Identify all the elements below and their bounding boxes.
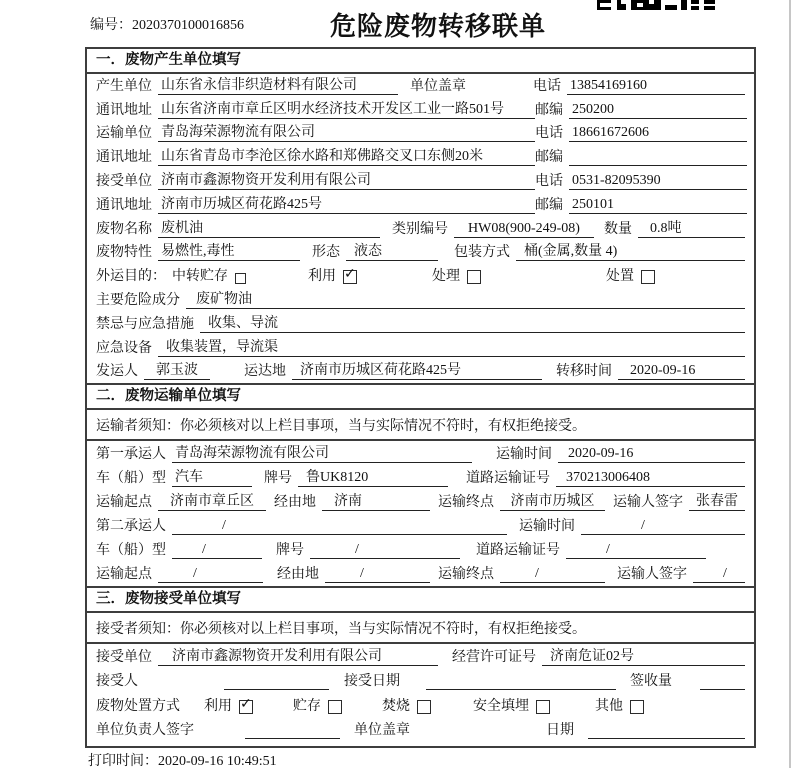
produce-phone-value: 13854169160 (567, 78, 745, 95)
disposal-option-incinerate (382, 695, 431, 715)
form-row-carrier2 (87, 514, 754, 538)
option-label: 中转贮存 (172, 269, 228, 285)
character-label: 废物特性 (96, 245, 152, 261)
addr-label: 通讯地址 (96, 150, 152, 166)
form-row-waste-character (87, 241, 754, 265)
license2-value: / (566, 542, 706, 559)
form-row-sender (87, 360, 754, 384)
transfer-manifest-form (85, 47, 756, 748)
form-state-value: 液态 (346, 240, 438, 261)
disposal-option-landfill (473, 695, 550, 715)
form-row-receive-addr (87, 193, 754, 217)
disposal-option-utilize (204, 695, 253, 715)
option-label: 焚烧 (382, 698, 410, 714)
checkbox-checked-icon (239, 695, 253, 714)
unit-seal-label: 单位盖章 (354, 723, 410, 739)
form-row-disposal (87, 693, 754, 718)
checkbox-unchecked-icon (235, 273, 246, 284)
amount-value (700, 673, 745, 690)
carrier1-label: 第一承运人 (96, 446, 166, 462)
section-producer (87, 49, 754, 385)
checkbox-checked-icon (343, 266, 357, 284)
form-row-receiver-unit (87, 644, 754, 669)
receive-phone-value: 0531-82095390 (569, 173, 747, 190)
transport-time1-value: 2020-09-16 (558, 446, 745, 463)
road-license-label: 道路运输证号 (476, 543, 560, 559)
receive-zip-value: 250101 (569, 197, 747, 214)
receiver-value (224, 673, 329, 690)
serial-number: 2020370100016856 (132, 18, 244, 33)
disposal-option-other (595, 695, 644, 715)
section-receiver (87, 588, 754, 746)
checkbox-unchecked-icon (630, 700, 644, 714)
category-value: HW08(900-249-08) (454, 221, 594, 238)
transporter-notice: 运输者须知：你必须核对以上栏目事项，当与实际情况不符时，有权拒绝接受。 (87, 410, 754, 441)
form-state-label: 形态 (312, 245, 340, 261)
form-row-transport-addr (87, 145, 754, 169)
option-label: 安全填埋 (473, 698, 529, 714)
vehicle1-value: 汽车 (172, 466, 252, 487)
hazard-value: 废矿物油 (186, 288, 745, 309)
qr-code-fragment-icon (597, 0, 715, 10)
purpose-option-transfer-storage (172, 265, 246, 285)
disposal-label: 废物处置方式 (96, 698, 180, 714)
addr-label: 通讯地址 (96, 102, 152, 118)
produce-unit-value: 山东省永信非织造材料有限公司 (158, 74, 398, 95)
produce-zip-value: 250200 (569, 102, 747, 119)
transport-unit-value: 青岛海荣源物流有限公司 (158, 121, 535, 142)
origin2-value: / (158, 566, 263, 583)
document-serial (90, 14, 244, 34)
quantity-value: 0.8吨 (638, 217, 745, 238)
zip-group (535, 146, 747, 166)
receiver-label: 接受人 (96, 674, 138, 690)
zip-group (535, 194, 747, 214)
road-license-label: 道路运输证号 (466, 470, 550, 486)
amount-label: 签收量 (630, 674, 672, 690)
phone-label: 电话 (535, 126, 563, 142)
license1-value: 370213006408 (556, 470, 745, 487)
phone-label: 电话 (533, 78, 561, 94)
transport-time-label: 运输时间 (496, 446, 552, 462)
receive-date-label: 接受日期 (344, 674, 400, 690)
form-row-equipment (87, 336, 754, 360)
form-row-vehicle2 (87, 538, 754, 562)
zip-group (535, 99, 747, 119)
purpose-option-utilize (308, 265, 357, 285)
checkbox-unchecked-icon (536, 700, 550, 714)
section-producer-title: 一．废物产生单位填写 (87, 49, 754, 74)
form-row-route1 (87, 490, 754, 514)
taboo-value: 收集、导流 (200, 312, 745, 333)
via-label: 经由地 (277, 567, 319, 583)
package-value: 桶(金属,数量 4) (516, 240, 745, 261)
form-row-route2 (87, 562, 754, 586)
form-row-carrier1 (87, 441, 754, 465)
hazard-label: 主要危险成分 (96, 292, 180, 308)
phone-group (535, 170, 747, 190)
transport-zip-value (569, 149, 747, 166)
transfer-time-value: 2020-09-16 (618, 363, 745, 380)
option-label: 其他 (595, 698, 623, 714)
end-label: 运输终点 (438, 494, 494, 510)
form-row-produce-unit (87, 74, 754, 98)
option-label: 利用 (308, 269, 336, 285)
waste-name-value: 废机油 (158, 217, 380, 238)
manager-sign-value (245, 722, 340, 739)
form-row-taboo (87, 312, 754, 336)
plate2-value: / (310, 542, 460, 559)
vehicle2-value: / (172, 542, 262, 559)
sign2-value: / (693, 566, 745, 583)
receive-unit-value: 济南市鑫源物资开发利用有限公司 (158, 645, 438, 666)
carrier1-value: 青岛海荣源物流有限公司 (172, 442, 472, 463)
form-row-receiver-person (87, 669, 754, 694)
tick-mark: ✓ (344, 266, 356, 283)
carrier2-value: / (172, 518, 507, 535)
plate1-value: 鲁UK8120 (298, 466, 448, 487)
package-label: 包装方式 (454, 245, 510, 261)
serial-label: 编号： (90, 18, 132, 33)
section-transporter-title: 二．废物运输单位填写 (87, 385, 754, 410)
origin1-value: 济南市章丘区 (158, 490, 266, 511)
plate-label: 牌号 (264, 470, 292, 486)
origin-label: 运输起点 (96, 494, 152, 510)
end1-value: 济南市历城区 (500, 490, 605, 511)
transport-phone-value: 18661672606 (569, 125, 747, 142)
transport-time2-value: / (581, 518, 745, 535)
section-transporter (87, 385, 754, 588)
equipment-label: 应急设备 (96, 340, 152, 356)
category-label: 类别编号 (392, 221, 448, 237)
zip-label: 邮编 (535, 102, 563, 118)
sender-label: 发运人 (96, 364, 138, 380)
transporter-sign-label: 运输人签字 (613, 494, 683, 510)
purpose-option-treat (432, 265, 481, 285)
form-row-hazard (87, 288, 754, 312)
date-label: 日期 (546, 723, 574, 739)
permit-label: 经营许可证号 (452, 649, 536, 665)
date-value (588, 722, 745, 739)
form-row-vehicle1 (87, 466, 754, 490)
sender-value: 郭玉波 (144, 359, 210, 380)
option-label: 利用 (204, 698, 232, 714)
dest-value: 济南市历城区荷花路425号 (292, 359, 542, 380)
transport-time-label: 运输时间 (519, 519, 575, 535)
transfer-time-label: 转移时间 (556, 364, 612, 380)
document-title: 危险废物转移联单 (330, 12, 547, 41)
quantity-label: 数量 (604, 221, 632, 237)
produce-addr-value: 山东省济南市章丘区明水经济技术开发区工业一路501号 (158, 98, 535, 119)
phone-label: 电话 (535, 173, 563, 189)
form-row-waste-name (87, 217, 754, 241)
addr-label: 通讯地址 (96, 197, 152, 213)
checkbox-unchecked-icon (641, 270, 655, 284)
vehicle-type-label: 车（船）型 (96, 470, 166, 486)
option-label: 处理 (432, 269, 460, 285)
form-row-purpose (87, 264, 754, 288)
checkbox-unchecked-icon (467, 270, 481, 284)
receive-unit-label: 接受单位 (96, 649, 152, 665)
phone-group (533, 75, 745, 95)
receiver-notice: 接受者须知：你必须核对以上栏目事项，当与实际情况不符时，有权拒绝接受。 (87, 613, 754, 644)
form-row-produce-addr (87, 98, 754, 122)
unit-seal-label: 单位盖章 (410, 78, 466, 94)
form-row-transport-unit (87, 122, 754, 146)
purpose-label: 外运目的： (96, 269, 166, 285)
receive-unit-value: 济南市鑫源物资开发利用有限公司 (158, 169, 535, 190)
dest-label: 运达地 (244, 364, 286, 380)
checkbox-unchecked-icon (328, 700, 342, 714)
receive-addr-value: 济南市历城区荷花路425号 (158, 193, 535, 214)
tick-mark: ✓ (240, 695, 252, 712)
section-receiver-title: 三．废物接受单位填写 (87, 588, 754, 613)
zip-label: 邮编 (535, 197, 563, 213)
form-row-manager-sign (87, 718, 754, 743)
print-time-label: 打印时间： (88, 754, 158, 769)
waste-name-label: 废物名称 (96, 221, 152, 237)
receive-date-value (426, 673, 616, 690)
manager-sign-label: 单位负责人签字 (96, 723, 194, 739)
taboo-label: 禁忌与应急措施 (96, 316, 194, 332)
checkbox-unchecked-icon (417, 700, 431, 714)
phone-group (535, 122, 747, 142)
zip-label: 邮编 (535, 150, 563, 166)
via1-value: 济南 (322, 490, 430, 511)
origin-label: 运输起点 (96, 567, 152, 583)
end2-value: / (500, 566, 605, 583)
character-value: 易燃性,毒性 (158, 240, 300, 261)
via2-value: / (325, 566, 430, 583)
purpose-option-dispose (606, 265, 655, 285)
disposal-option-storage (293, 695, 342, 715)
carrier2-label: 第二承运人 (96, 519, 166, 535)
option-label: 贮存 (293, 698, 321, 714)
page-edge-line (789, 0, 791, 768)
equipment-value: 收集装置，导流渠 (158, 336, 745, 357)
transporter-sign-label: 运输人签字 (617, 567, 687, 583)
print-time-value: 2020-09-16 10:49:51 (158, 754, 277, 769)
option-label: 处置 (606, 269, 634, 285)
print-time (88, 750, 277, 770)
plate-label: 牌号 (276, 543, 304, 559)
end-label: 运输终点 (438, 567, 494, 583)
produce-unit-label: 产生单位 (96, 78, 152, 94)
vehicle-type-label: 车（船）型 (96, 543, 166, 559)
permit-value: 济南危证02号 (542, 645, 745, 666)
form-row-receive-unit (87, 169, 754, 193)
via-label: 经由地 (274, 494, 316, 510)
transport-addr-value: 山东省青岛市李沧区徐水路和郑佛路交叉口东侧20米 (158, 145, 535, 166)
transport-unit-label: 运输单位 (96, 126, 152, 142)
sign1-value: 张春雷 (689, 490, 745, 511)
receive-unit-label: 接受单位 (96, 173, 152, 189)
